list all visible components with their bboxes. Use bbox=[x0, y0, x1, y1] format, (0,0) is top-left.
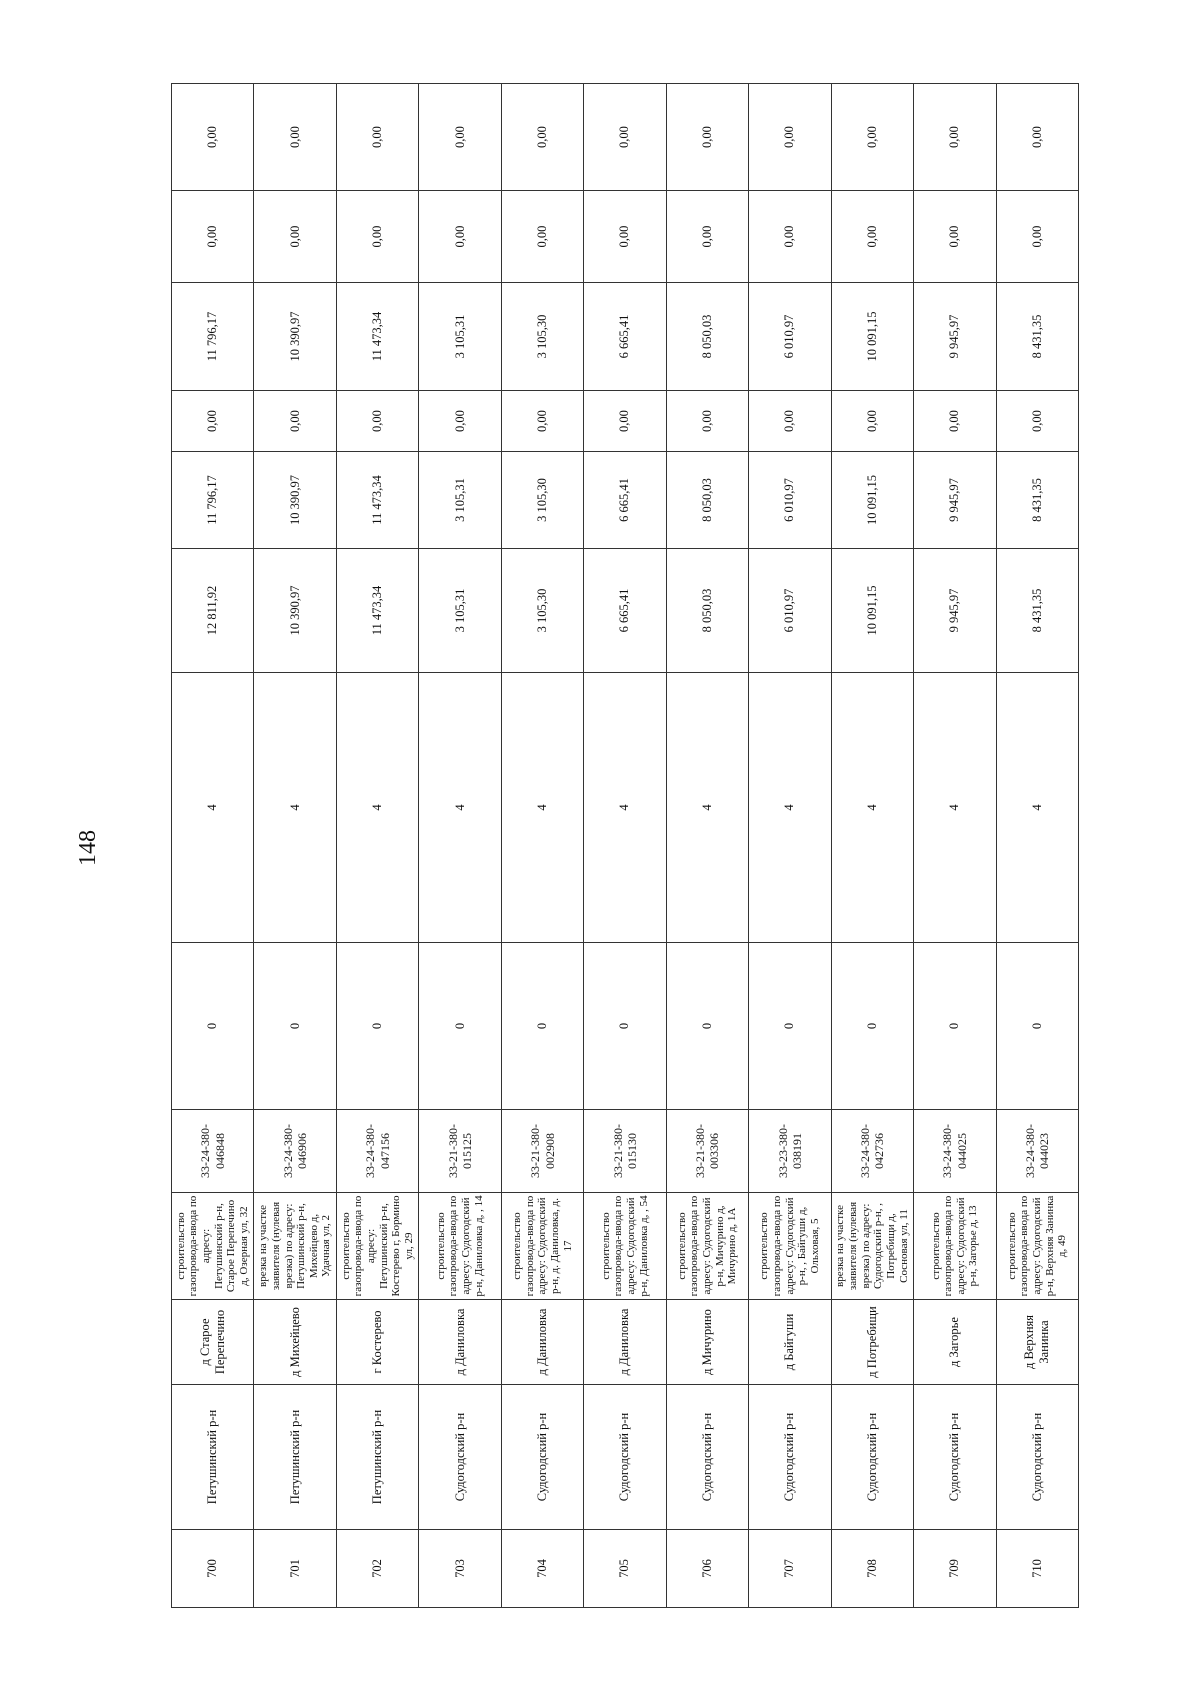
district-cell: Судогодский р-н bbox=[584, 1385, 666, 1530]
description-cell: строительство газопровода-ввода по адресу: Судогодский р-н, Мичурино д, Мичурино д, 1А bbox=[666, 1193, 748, 1300]
value-col12-cell: 0,00 bbox=[172, 191, 254, 283]
value-col12-cell: 0,00 bbox=[584, 191, 666, 283]
value-col7-cell: 4 bbox=[172, 673, 254, 943]
value-col6-cell: 0 bbox=[172, 943, 254, 1110]
value-col10-cell: 0,00 bbox=[336, 391, 418, 452]
value-col10-cell: 0,00 bbox=[996, 391, 1078, 452]
row-number-cell: 702 bbox=[336, 1530, 418, 1608]
value-col8-cell: 6 665,41 bbox=[584, 549, 666, 673]
row-number-cell: 706 bbox=[666, 1530, 748, 1608]
value-col12-cell: 0,00 bbox=[666, 191, 748, 283]
value-col11-cell: 8 431,35 bbox=[996, 283, 1078, 391]
district-cell: Судогодский р-н bbox=[914, 1385, 996, 1530]
value-col8-cell: 9 945,97 bbox=[914, 549, 996, 673]
cadastral-code-cell: 33-24-380-046906 bbox=[254, 1110, 336, 1193]
cadastral-code-cell: 33-21-380-002908 bbox=[501, 1110, 583, 1193]
value-col10-cell: 0,00 bbox=[419, 391, 501, 452]
description-cell: врезка на участке заявителя (нулевая врезка) по адресу: Судогодский р-н, , Потребищи д, Сосновая ул, 11 bbox=[831, 1193, 913, 1300]
value-col9-cell: 6 010,97 bbox=[749, 452, 831, 549]
value-col7-cell: 4 bbox=[749, 673, 831, 943]
locality-cell: д Даниловка bbox=[419, 1300, 501, 1385]
value-col9-cell: 11 796,17 bbox=[172, 452, 254, 549]
description-cell: врезка на участке заявителя (нулевая врезка) по адресу: Петушинский р-н, Михейцево д, Удачная ул, 2 bbox=[254, 1193, 336, 1300]
value-col9-cell: 3 105,30 bbox=[501, 452, 583, 549]
value-col11-cell: 3 105,31 bbox=[419, 283, 501, 391]
value-col7-cell: 4 bbox=[996, 673, 1078, 943]
value-col6-cell: 0 bbox=[584, 943, 666, 1110]
cadastral-code-cell: 33-21-380-003306 bbox=[666, 1110, 748, 1193]
table-row bbox=[419, 84, 501, 1608]
value-col10-cell: 0,00 bbox=[501, 391, 583, 452]
row-number-cell: 700 bbox=[172, 1530, 254, 1608]
value-col13-cell: 0,00 bbox=[419, 84, 501, 191]
table-row bbox=[749, 84, 831, 1608]
value-col11-cell: 10 091,15 bbox=[831, 283, 913, 391]
district-cell: Петушинский р-н bbox=[172, 1385, 254, 1530]
value-col9-cell: 6 665,41 bbox=[584, 452, 666, 549]
value-col7-cell: 4 bbox=[666, 673, 748, 943]
value-col9-cell: 3 105,31 bbox=[419, 452, 501, 549]
table-row bbox=[172, 84, 254, 1608]
locality-cell: д Даниловка bbox=[584, 1300, 666, 1385]
value-col8-cell: 6 010,97 bbox=[749, 549, 831, 673]
value-col9-cell: 11 473,34 bbox=[336, 452, 418, 549]
cadastral-code-cell: 33-21-380-015130 bbox=[584, 1110, 666, 1193]
value-col6-cell: 0 bbox=[831, 943, 913, 1110]
value-col8-cell: 11 473,34 bbox=[336, 549, 418, 673]
cadastral-code-cell: 33-24-380-047156 bbox=[336, 1110, 418, 1193]
value-col9-cell: 10 390,97 bbox=[254, 452, 336, 549]
locality-cell: д Потребищи bbox=[831, 1300, 913, 1385]
description-cell: строительство газопровода-ввода по адресу: Судогодский р-н, Загорье д, 13 bbox=[914, 1193, 996, 1300]
table-row bbox=[666, 84, 748, 1608]
row-number-cell: 705 bbox=[584, 1530, 666, 1608]
locality-cell: д Загорье bbox=[914, 1300, 996, 1385]
table-row bbox=[914, 84, 996, 1608]
row-number-cell: 701 bbox=[254, 1530, 336, 1608]
locality-cell: д Байгуши bbox=[749, 1300, 831, 1385]
locality-cell: д Старое Перепечино bbox=[172, 1300, 254, 1385]
district-cell: Судогодский р-н bbox=[666, 1385, 748, 1530]
value-col9-cell: 8 050,03 bbox=[666, 452, 748, 549]
description-cell: строительство газопровода-ввода по адресу: Петушинский р-н, Старое Перепечино д, Озерная ул, 32 bbox=[172, 1193, 254, 1300]
row-number-cell: 709 bbox=[914, 1530, 996, 1608]
value-col12-cell: 0,00 bbox=[996, 191, 1078, 283]
value-col13-cell: 0,00 bbox=[172, 84, 254, 191]
table-row bbox=[336, 84, 418, 1608]
value-col12-cell: 0,00 bbox=[914, 191, 996, 283]
row-number-cell: 703 bbox=[419, 1530, 501, 1608]
row-number-cell: 710 bbox=[996, 1530, 1078, 1608]
page-number-text: 148 bbox=[74, 830, 101, 866]
cadastral-code-cell: 33-23-380-038191 bbox=[749, 1110, 831, 1193]
value-col6-cell: 0 bbox=[419, 943, 501, 1110]
table-body bbox=[172, 84, 1079, 1608]
value-col13-cell: 0,00 bbox=[501, 84, 583, 191]
district-cell: Судогодский р-н bbox=[749, 1385, 831, 1530]
value-col13-cell: 0,00 bbox=[584, 84, 666, 191]
table-row bbox=[254, 84, 336, 1608]
table-container bbox=[171, 84, 1079, 1608]
table-row bbox=[584, 84, 666, 1608]
value-col11-cell: 8 050,03 bbox=[666, 283, 748, 391]
value-col7-cell: 4 bbox=[419, 673, 501, 943]
value-col7-cell: 4 bbox=[914, 673, 996, 943]
value-col8-cell: 12 811,92 bbox=[172, 549, 254, 673]
value-col9-cell: 9 945,97 bbox=[914, 452, 996, 549]
value-col8-cell: 8 050,03 bbox=[666, 549, 748, 673]
district-cell: Судогодский р-н bbox=[831, 1385, 913, 1530]
locality-cell: д Даниловка bbox=[501, 1300, 583, 1385]
row-number-cell: 707 bbox=[749, 1530, 831, 1608]
value-col11-cell: 9 945,97 bbox=[914, 283, 996, 391]
table-row bbox=[831, 84, 913, 1608]
data-table bbox=[171, 83, 1079, 1608]
value-col7-cell: 4 bbox=[336, 673, 418, 943]
cadastral-code-cell: 33-24-380-044025 bbox=[914, 1110, 996, 1193]
value-col6-cell: 0 bbox=[501, 943, 583, 1110]
row-number-cell: 704 bbox=[501, 1530, 583, 1608]
value-col11-cell: 6 010,97 bbox=[749, 283, 831, 391]
value-col10-cell: 0,00 bbox=[666, 391, 748, 452]
value-col6-cell: 0 bbox=[914, 943, 996, 1110]
value-col13-cell: 0,00 bbox=[749, 84, 831, 191]
value-col12-cell: 0,00 bbox=[501, 191, 583, 283]
value-col10-cell: 0,00 bbox=[584, 391, 666, 452]
cadastral-code-cell: 33-24-380-042736 bbox=[831, 1110, 913, 1193]
value-col11-cell: 6 665,41 bbox=[584, 283, 666, 391]
value-col13-cell: 0,00 bbox=[996, 84, 1078, 191]
locality-cell: г Костерево bbox=[336, 1300, 418, 1385]
value-col6-cell: 0 bbox=[996, 943, 1078, 1110]
value-col6-cell: 0 bbox=[336, 943, 418, 1110]
value-col7-cell: 4 bbox=[254, 673, 336, 943]
value-col10-cell: 0,00 bbox=[254, 391, 336, 452]
row-number-cell: 708 bbox=[831, 1530, 913, 1608]
value-col9-cell: 8 431,35 bbox=[996, 452, 1078, 549]
cadastral-code-cell: 33-24-380-044023 bbox=[996, 1110, 1078, 1193]
value-col6-cell: 0 bbox=[749, 943, 831, 1110]
value-col7-cell: 4 bbox=[831, 673, 913, 943]
district-cell: Петушинский р-н bbox=[254, 1385, 336, 1530]
value-col13-cell: 0,00 bbox=[831, 84, 913, 191]
description-cell: строительство газопровода-ввода по адресу: Судогодский р-н, , Байгуши д, Ольховая, 5 bbox=[749, 1193, 831, 1300]
value-col10-cell: 0,00 bbox=[172, 391, 254, 452]
value-col11-cell: 11 796,17 bbox=[172, 283, 254, 391]
description-cell: строительство газопровода-ввода по адресу: Петушинский р-н, Костерево г, Бормино ул, 29 bbox=[336, 1193, 418, 1300]
value-col12-cell: 0,00 bbox=[254, 191, 336, 283]
description-cell: строительство газопровода-ввода по адресу: Судогодский р-н, Даниловка д, , 54 bbox=[584, 1193, 666, 1300]
value-col10-cell: 0,00 bbox=[831, 391, 913, 452]
table-row bbox=[996, 84, 1078, 1608]
value-col13-cell: 0,00 bbox=[254, 84, 336, 191]
district-cell: Судогодский р-н bbox=[996, 1385, 1078, 1530]
locality-cell: д Мичурино bbox=[666, 1300, 748, 1385]
value-col9-cell: 10 091,15 bbox=[831, 452, 913, 549]
value-col6-cell: 0 bbox=[666, 943, 748, 1110]
district-cell: Судогодский р-н bbox=[501, 1385, 583, 1530]
value-col13-cell: 0,00 bbox=[666, 84, 748, 191]
district-cell: Судогодский р-н bbox=[419, 1385, 501, 1530]
value-col7-cell: 4 bbox=[501, 673, 583, 943]
value-col12-cell: 0,00 bbox=[749, 191, 831, 283]
value-col6-cell: 0 bbox=[254, 943, 336, 1110]
value-col10-cell: 0,00 bbox=[914, 391, 996, 452]
value-col12-cell: 0,00 bbox=[419, 191, 501, 283]
description-cell: строительство газопровода-ввода по адресу: Судогодский р-н, Даниловка д, , 14 bbox=[419, 1193, 501, 1300]
value-col8-cell: 3 105,31 bbox=[419, 549, 501, 673]
value-col10-cell: 0,00 bbox=[749, 391, 831, 452]
description-cell: строительство газопровода-ввода по адресу: Судогодский р-н, д. Даниловка, д. 17 bbox=[501, 1193, 583, 1300]
table-row bbox=[501, 84, 583, 1608]
value-col8-cell: 10 091,15 bbox=[831, 549, 913, 673]
value-col8-cell: 8 431,35 bbox=[996, 549, 1078, 673]
value-col12-cell: 0,00 bbox=[336, 191, 418, 283]
value-col7-cell: 4 bbox=[584, 673, 666, 943]
value-col8-cell: 10 390,97 bbox=[254, 549, 336, 673]
page-number bbox=[68, 828, 108, 868]
description-cell: строительство газопровода-ввода по адресу: Судогодский р-н, Верхняя Занинка д, 49 bbox=[996, 1193, 1078, 1300]
value-col12-cell: 0,00 bbox=[831, 191, 913, 283]
locality-cell: д Михейцево bbox=[254, 1300, 336, 1385]
value-col13-cell: 0,00 bbox=[336, 84, 418, 191]
district-cell: Петушинский р-н bbox=[336, 1385, 418, 1530]
cadastral-code-cell: 33-21-380-015125 bbox=[419, 1110, 501, 1193]
locality-cell: д Верхняя Занинка bbox=[996, 1300, 1078, 1385]
cadastral-code-cell: 33-24-380-046848 bbox=[172, 1110, 254, 1193]
value-col11-cell: 10 390,97 bbox=[254, 283, 336, 391]
value-col11-cell: 3 105,30 bbox=[501, 283, 583, 391]
value-col11-cell: 11 473,34 bbox=[336, 283, 418, 391]
value-col13-cell: 0,00 bbox=[914, 84, 996, 191]
value-col8-cell: 3 105,30 bbox=[501, 549, 583, 673]
